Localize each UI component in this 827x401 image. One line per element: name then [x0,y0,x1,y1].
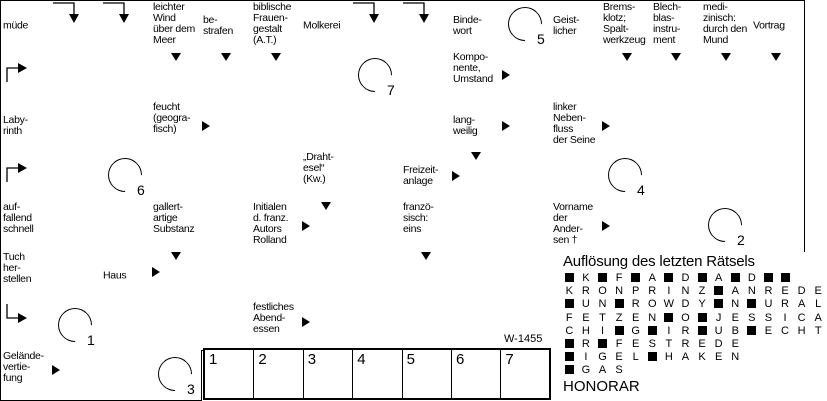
solution-letter: I [667,324,671,337]
letter-cell[interactable] [301,101,352,152]
solution-letter: A [797,298,806,311]
solution-letter: A [714,272,723,284]
solution-letter: U [714,324,723,337]
solution-block [694,325,711,338]
solution-letter: K [582,272,590,284]
solution-cell-number: 6 [456,351,465,368]
clue-text: Kompo- nente, Umstand [453,51,493,85]
solution-block [777,272,794,285]
letter-cell[interactable] [501,251,552,302]
solution-letter: N [681,285,690,298]
letter-cell[interactable] [351,201,402,252]
arrow-bend-right-icon [5,60,31,84]
arrow-down-icon [671,53,681,61]
solution-cell-number: 2 [258,351,267,368]
solution-block [561,364,578,377]
clue-cell [551,201,602,252]
solution-letter: H [581,324,590,337]
solution-row [561,338,827,351]
clue-cell [301,151,352,202]
solution-letter: N [648,311,657,324]
solution-letter: N [747,285,756,298]
solution-number: 4 [637,182,645,198]
solution-block [561,298,578,311]
solution-row [561,325,827,338]
solution-block [694,272,711,285]
letter-cell[interactable] [51,350,102,401]
arrow-right-icon [302,221,310,231]
solution-number: 7 [387,82,395,98]
letter-cell[interactable] [251,251,302,302]
letter-cell[interactable] [101,350,152,401]
solution-number: 6 [137,182,145,198]
solution-letter: T [599,311,606,324]
solution-letter-cell[interactable] [254,350,303,398]
solution-block [594,338,611,351]
clue-cell [701,0,752,52]
letter-cell[interactable] [751,101,805,152]
solution-block [644,351,661,364]
solution-cell-number: 1 [209,351,218,368]
letter-cell[interactable] [651,201,702,252]
clue-cell [101,251,152,302]
solution-letter: A [814,311,822,324]
letter-cell[interactable] [301,251,352,302]
clue-text: „Draht- esel“ (Kw.) [303,151,334,185]
solution-letter: G [598,351,607,364]
solution-letter: A [731,285,739,298]
arrow-bend-right-icon [5,160,31,184]
solution-letter-cell[interactable] [353,350,402,398]
solution-number: 2 [737,232,745,248]
solution-letter-cell[interactable] [205,350,254,398]
solution-letter: A [648,272,656,284]
clue-text: Haus [103,269,127,282]
solution-block [744,298,761,311]
arrow-bend-right-icon [5,302,31,326]
clue-text: Molkerei [303,19,341,32]
previous-solution-title: Auflösung des letzten Rätsels [563,253,755,270]
solution-letter: A [681,351,690,364]
clue-cell [0,0,52,52]
clue-cell [251,301,302,351]
solution-letter: K [698,351,706,364]
arrow-down-icon [471,152,481,160]
clue-text: auf- fallend schnell [3,201,34,235]
solution-letter: S [648,337,656,350]
puzzle-code: W-1455 [504,333,543,345]
clue-cell [451,51,502,102]
clue-cell [0,251,52,302]
solution-letter: D [714,337,723,350]
arrow-down-icon [321,202,331,210]
letter-cell[interactable] [301,51,352,102]
letter-cell[interactable] [501,201,552,252]
clue-cell [601,0,652,52]
solution-letter: R [581,337,590,350]
letter-cell[interactable] [351,151,402,202]
arrow-right-icon [152,267,160,277]
solution-block [594,272,611,285]
clue-cell [751,0,805,52]
solution-row [561,312,827,325]
clue-cell [0,101,52,152]
solution-number: 1 [87,332,95,348]
solution-letter: E [632,311,640,324]
solution-letter-cell[interactable] [304,350,353,398]
solution-letter: R [631,298,640,311]
arrow-down-icon [171,252,181,260]
solution-letter: A [598,364,607,377]
solution-letter: P [632,285,640,298]
solution-word-box [203,348,551,400]
arrow-right-icon [502,70,510,80]
solution-letter: R [681,324,690,337]
letter-cell[interactable] [251,101,302,152]
solution-cell-number: 3 [307,351,317,368]
arrow-down-icon [622,53,632,61]
solution-letter: Y [698,298,706,311]
solution-letter: Z [698,285,706,298]
solution-letter: D [797,285,806,298]
clue-text: Gelände- vertie- fung [3,350,44,384]
solution-block [710,298,727,311]
solution-letter-cell[interactable] [501,350,550,398]
solution-letter: K [565,285,573,298]
solution-letter: L [815,298,822,311]
clue-cell [451,0,502,52]
solution-letter: E [698,337,706,350]
clue-text: leichter Wind über dem Meer [153,1,195,46]
letter-cell[interactable] [251,151,302,202]
letter-cell[interactable] [51,51,102,102]
arrow-right-icon [452,171,460,181]
solution-number: 3 [187,381,195,397]
solution-row [561,285,827,298]
clue-cell [151,101,202,152]
solution-letter: Z [615,311,623,324]
solution-row [561,351,827,364]
solution-letter: H [797,324,806,337]
clue-text: franzö- sisch: eins [403,201,434,235]
clue-text: be- strafen [203,14,233,37]
clue-cell [251,0,302,52]
letter-cell[interactable] [101,101,152,152]
solution-letter: N [731,298,740,311]
solution-letter: H [664,351,673,364]
solution-letter: R [648,285,657,298]
clue-cell [551,0,602,52]
clue-text: müde [3,19,29,32]
letter-cell[interactable] [51,151,102,202]
solution-letter: J [715,311,722,324]
previous-solution-panel [551,250,822,400]
letter-cell[interactable] [501,151,552,202]
solution-letter: G [581,364,591,377]
clue-text: Binde- wort [453,14,482,37]
solution-letter: C [565,324,574,337]
clue-cell [251,201,302,252]
clue-text: festliches Abend- essen [253,301,294,335]
clue-cell [401,201,452,252]
letter-cell[interactable] [401,301,452,351]
solution-block [561,272,578,285]
solution-letter: I [783,311,787,324]
solution-letter-cell[interactable] [452,350,501,398]
letter-cell[interactable] [51,251,102,302]
solution-letter: E [764,324,773,337]
solution-block [694,312,711,325]
arrow-right-icon [302,317,310,327]
solution-letter: T [665,337,673,350]
solution-letter: O [647,298,657,311]
letter-cell[interactable] [51,201,102,252]
arrow-right-icon [602,121,610,131]
arrow-bend-down-icon [352,1,382,25]
arrow-right-icon [202,121,210,131]
solution-letter: S [748,311,756,324]
solution-letter: B [731,324,739,337]
solution-block [727,272,744,285]
clue-cell [301,0,352,52]
previous-solution-word: HONORAR [563,378,640,395]
clue-text: feucht (geogra- fisch) [153,101,191,135]
solution-letter: I [600,324,605,337]
clue-cell [201,0,252,52]
solution-letter: T [814,324,822,337]
letter-cell[interactable] [201,151,252,202]
arrow-bend-down-icon [402,1,432,25]
solution-letter: R [681,337,690,350]
solution-letter: F [615,272,623,284]
arrow-bend-down-icon [52,1,82,25]
letter-cell[interactable] [451,301,502,351]
letter-cell[interactable] [701,101,752,152]
letter-cell[interactable] [201,251,252,302]
solution-letter: E [731,311,739,324]
arrow-down-icon [721,53,731,61]
clue-text: Blech- blas- instru- ment [653,1,681,46]
letter-cell[interactable] [701,151,752,202]
solution-letter: F [565,311,573,324]
solution-letter: U [581,298,590,311]
solution-letter: N [731,351,740,364]
solution-cell-number: 5 [406,351,415,368]
solution-letter: C [781,324,789,337]
arrow-down-icon [771,53,781,61]
solution-block [661,272,678,285]
letter-cell[interactable] [651,151,702,202]
solution-letter-cell[interactable] [403,350,452,398]
letter-cell[interactable] [401,51,452,102]
solution-letter: E [781,285,789,298]
solution-block [644,325,661,338]
clue-cell [401,151,452,202]
letter-cell[interactable] [351,101,402,152]
solution-row [561,298,827,311]
letter-cell[interactable] [201,301,252,351]
solution-block [661,312,678,325]
solution-block [611,325,628,338]
solution-cell-number: 7 [505,351,514,368]
solution-letter: E [731,337,739,350]
solution-letter: W [663,298,675,311]
solution-letter: E [632,337,640,350]
arrow-down-icon [171,53,181,61]
letter-cell[interactable] [151,301,202,351]
letter-cell[interactable] [551,51,602,102]
clue-cell [451,101,502,152]
solution-letter: U [764,298,773,311]
letter-cell[interactable] [651,101,702,152]
solution-letter: D [681,298,690,311]
clue-text: linker Neben- fluss der Seine [553,101,596,146]
letter-cell[interactable] [351,251,402,302]
clue-cell [151,201,202,252]
clue-text: Freizeit- anlage [403,164,439,187]
solution-block [611,298,628,311]
letter-cell[interactable] [751,151,805,202]
solution-letter: N [615,285,624,298]
clue-text: biblische Frauen- gestalt (A.T.) [253,1,292,46]
letter-cell[interactable] [401,101,452,152]
solution-letter: R [581,285,590,298]
solution-letter: S [764,311,773,324]
arrow-right-icon [52,365,60,375]
clue-cell [151,0,202,52]
arrow-down-icon [271,53,281,61]
clue-cell [551,101,602,152]
solution-letter: E [582,311,590,324]
clue-text: lang- weilig [453,114,478,137]
solution-letter: G [631,324,640,337]
letter-cell[interactable] [751,201,805,252]
letter-cell[interactable] [451,201,502,252]
solution-letter: D [747,272,756,284]
solution-cell-number: 4 [357,351,366,368]
letter-cell[interactable] [101,201,152,252]
arrow-right-icon [502,121,510,131]
clue-text: Laby- rinth [3,114,28,137]
clue-cell [0,350,52,401]
letter-cell[interactable] [151,151,202,202]
solution-letter: N [598,298,607,311]
letter-cell[interactable] [351,301,402,351]
solution-letter: E [714,351,723,364]
solution-letter: E [615,351,623,364]
solution-letter: E [814,285,822,298]
clue-cell [0,201,52,252]
letter-cell[interactable] [201,201,252,252]
solution-letter: I [667,285,671,298]
letter-cell[interactable] [451,251,502,302]
clue-text: Initialen d. franz. Autors Rolland [253,201,289,246]
arrow-right-icon [602,221,610,231]
solution-block [760,272,777,285]
clue-text: Vortrag [753,19,785,32]
arrow-bend-down-icon [102,1,132,25]
solution-letter: D [681,272,690,284]
solution-letter: O [681,311,690,324]
solution-letter: C [797,311,806,324]
solution-letter: R [781,298,789,311]
solution-letter: I [584,351,588,364]
clue-cell [651,0,702,52]
solution-letter: S [615,364,623,377]
arrow-down-icon [421,252,431,260]
clue-text: medi- zinisch: durch den Mund [703,1,748,46]
solution-block [561,338,578,351]
letter-cell[interactable] [51,101,102,152]
solution-block [744,325,761,338]
previous-solution-grid [561,272,827,378]
clue-text: Geist- licher [553,14,580,37]
solution-block [627,272,644,285]
solution-letter: F [615,337,623,350]
letter-cell[interactable] [551,151,602,202]
clue-text: Vorname der Ander- sen † [553,201,593,246]
letter-cell[interactable] [101,301,152,351]
solution-letter: O [598,285,607,298]
solution-row [561,364,827,377]
solution-block [561,351,578,364]
clue-text: Brems- klotz; Spalt- werkzeug [603,1,646,46]
solution-letter: L [632,351,639,364]
clue-text: Tuch her- stellen [3,251,32,285]
clue-text: gallert- artige Substanz [153,201,195,235]
solution-letter: R [764,285,773,298]
solution-block [710,285,727,298]
letter-cell[interactable] [101,51,152,102]
solution-number: 5 [537,31,545,47]
arrow-down-icon [221,53,231,61]
solution-row [561,272,827,285]
